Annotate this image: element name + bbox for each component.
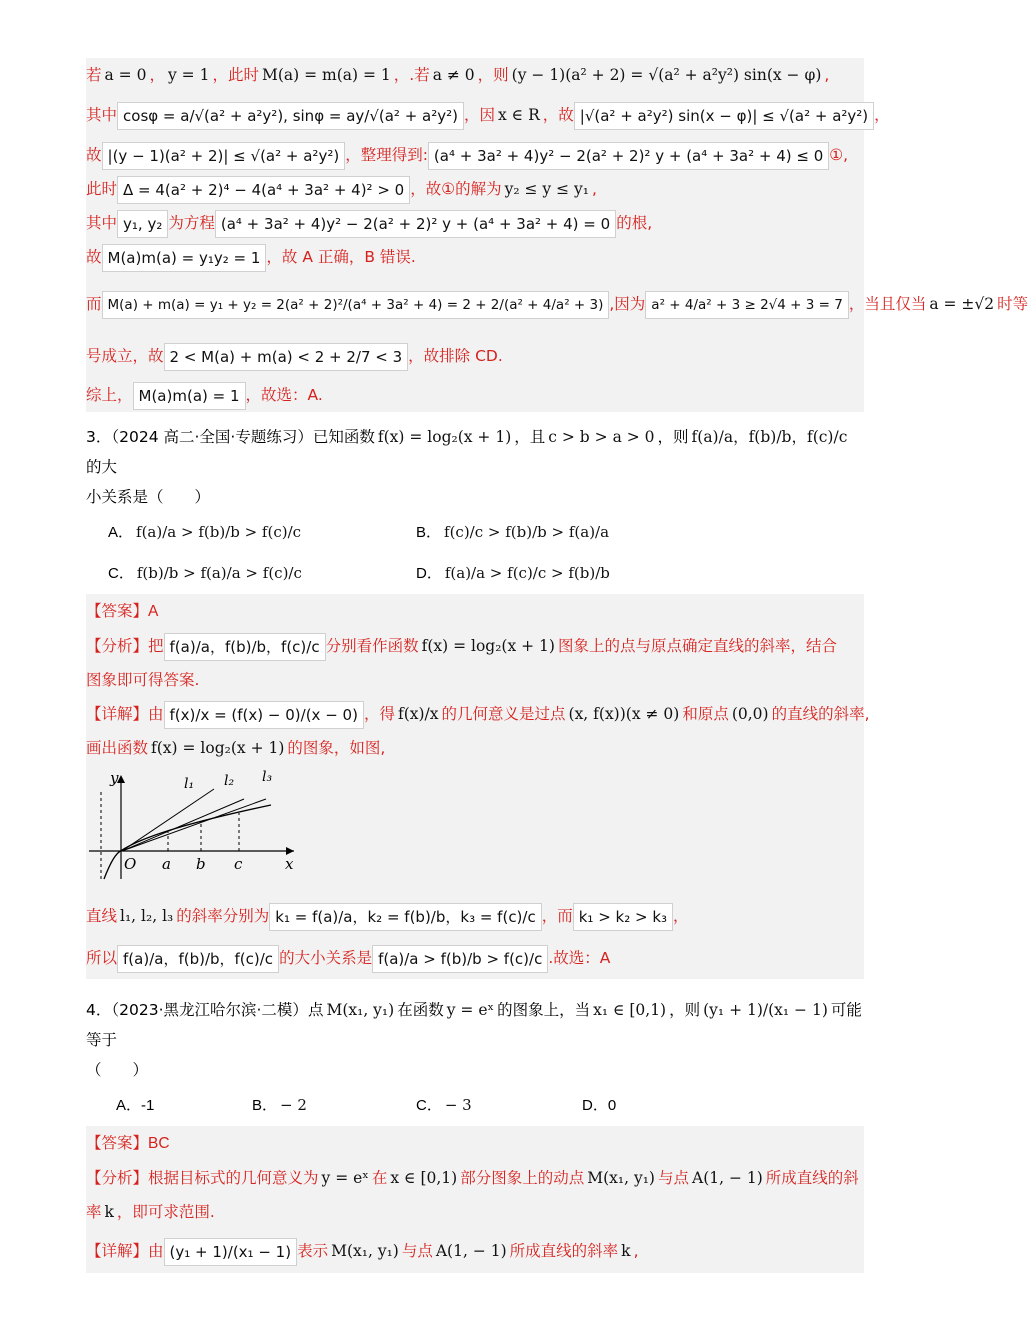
- formula: cosφ = a/√(a² + a²y²), sinφ = ay/√(a² + a²y²): [117, 102, 464, 130]
- l3-label: l₃: [262, 769, 273, 785]
- option-value: − 3: [444, 1096, 472, 1114]
- formula: f(x)/x = (f(x) − 0)/(x − 0): [164, 701, 364, 729]
- detail-line-4: [86, 937, 864, 979]
- text: 的图象上，当: [497, 1001, 591, 1019]
- answer-value: BC: [148, 1135, 170, 1152]
- text: 所以: [86, 949, 118, 967]
- question-number: 3．: [86, 428, 112, 446]
- a-label: a: [162, 855, 171, 873]
- formula: c > b > a > 0: [548, 428, 655, 446]
- text: 其中: [86, 214, 118, 232]
- text: 的几何意义是过点: [441, 705, 566, 723]
- question-4: [86, 995, 864, 1126]
- text: 的大: [86, 458, 118, 476]
- text: ，: [673, 907, 689, 925]
- text: 直线: [86, 907, 118, 925]
- text: 图象上的点与原点确定直线的斜率，结合: [557, 637, 837, 655]
- solution-line-7: [86, 274, 1028, 334]
- text: 画出函数: [86, 739, 149, 757]
- analysis-line-2: 图象即可得答案.: [86, 671, 200, 689]
- text: 率: [86, 1203, 102, 1221]
- answer-value: A: [148, 603, 159, 620]
- text: 的大小关系是: [279, 949, 373, 967]
- text: ,: [824, 66, 830, 84]
- analysis-line-2: [86, 1195, 864, 1229]
- text: 与点: [401, 1242, 433, 1260]
- l1-label: l₁: [184, 776, 195, 792]
- text: ，.若: [393, 66, 430, 84]
- c-label: c: [234, 855, 243, 873]
- log-function-graph: [86, 771, 864, 887]
- text: ，此时: [212, 66, 259, 84]
- text: 而: [86, 295, 102, 313]
- question-number: 4．: [86, 1001, 112, 1019]
- formula: (y₁ + 1)/(x₁ − 1): [164, 1238, 298, 1266]
- solution-line-5: [86, 206, 864, 240]
- formula: x₁ ∈ [0,1): [593, 1001, 667, 1019]
- text: 若: [86, 66, 102, 84]
- option-d[interactable]: [416, 553, 613, 594]
- formula: f(a)/a，f(b)/b，f(c)/c: [117, 945, 279, 973]
- text: ，因: [463, 106, 495, 124]
- formula: k₁ > k₂ > k₃: [573, 903, 673, 931]
- formula: f(a)/a，f(b)/b，f(c)/c: [164, 633, 326, 661]
- formula: a = 0: [104, 66, 147, 84]
- text: ，故①的解为: [410, 180, 502, 198]
- option-label: A．: [108, 524, 134, 541]
- text: 的直线的斜率,: [771, 705, 870, 723]
- origin-label: O: [124, 855, 137, 873]
- line-l1: [122, 789, 214, 851]
- solution-line-3: [86, 138, 864, 172]
- formula: (0,0): [731, 705, 769, 723]
- analysis-tag: 【分析】: [86, 637, 149, 655]
- text: （ ）: [86, 1061, 149, 1079]
- formula: a = ±√2: [929, 295, 995, 313]
- option-label: A．: [116, 1097, 142, 1114]
- text: ，得: [363, 705, 395, 723]
- formula: M(x₁, y₁): [326, 1001, 395, 1019]
- text: 与点: [657, 1169, 689, 1187]
- text: 由: [148, 705, 164, 723]
- question-3: [86, 422, 864, 594]
- question-4-solution: [86, 1126, 864, 1273]
- text: ，: [874, 106, 890, 124]
- formula: M(x₁, y₁): [587, 1169, 655, 1187]
- question-4-stem: [86, 995, 864, 1055]
- formula: f(c)/c > f(b)/b > f(a)/a: [444, 523, 610, 541]
- option-a[interactable]: [116, 1085, 252, 1126]
- x-label: x: [285, 855, 294, 873]
- text: ，而: [541, 907, 573, 925]
- text: .故选：A: [548, 949, 611, 967]
- formula: k₁ = f(a)/a，k₂ = f(b)/b，k₃ = f(c)/c: [269, 903, 541, 931]
- l2-label: l₂: [224, 773, 235, 789]
- text: ①,: [829, 146, 849, 164]
- option-value: 0: [607, 1097, 617, 1114]
- formula: M(x₁, y₁): [331, 1242, 399, 1260]
- option-label: C．: [416, 1097, 442, 1114]
- b-label: b: [196, 855, 206, 873]
- y-label: y: [110, 769, 119, 787]
- formula: M(a)m(a) = y₁y₂ = 1: [102, 244, 267, 272]
- formula: x ∈ [0,1): [390, 1169, 458, 1187]
- answer-tag: 【答案】: [86, 1134, 149, 1152]
- text: ，整理得到:: [345, 146, 428, 164]
- text: 所成直线的斜: [765, 1169, 859, 1187]
- graph-svg: [86, 771, 301, 883]
- text: 故: [86, 146, 102, 164]
- formula: M(a) = m(a) = 1: [261, 66, 391, 84]
- formula: f(x) = log₂(x + 1): [151, 739, 285, 757]
- question-4-options: [86, 1085, 864, 1126]
- option-d[interactable]: [582, 1085, 616, 1126]
- formula: |(y − 1)(a² + 2)| ≤ √(a² + a²y²): [102, 142, 346, 170]
- solution-continuation: [86, 58, 1028, 412]
- text: 的图象，如图,: [287, 739, 386, 757]
- formula: x ∈ R: [498, 106, 540, 124]
- text: ,: [592, 180, 597, 198]
- text: ，则: [477, 66, 509, 84]
- text: 根据目标式的几何意义为: [148, 1169, 319, 1187]
- text: ，即可求范围.: [116, 1203, 215, 1221]
- solution-line-6: [86, 240, 864, 274]
- detail-line-3: [86, 895, 864, 937]
- formula: y₂ ≤ y ≤ y₁: [504, 180, 590, 198]
- formula: k: [621, 1242, 631, 1260]
- option-a[interactable]: [108, 512, 416, 553]
- text: ，当且仅当: [848, 295, 927, 313]
- formula: f(x) = log₂(x + 1): [421, 637, 555, 655]
- text: 其中: [86, 106, 118, 124]
- formula: a² + 4/a² + 3 ≥ 2√4 + 3 = 7: [645, 291, 849, 319]
- formula: f(a)/a，f(b)/b，f(c)/c: [691, 428, 848, 446]
- detail-line-2: [86, 731, 864, 765]
- solution-line-2: [86, 92, 890, 138]
- line-l3: [122, 799, 266, 851]
- text: 把: [148, 637, 164, 655]
- formula: y = 1: [167, 66, 210, 84]
- formula: (y₁ + 1)/(x₁ − 1): [703, 1001, 828, 1019]
- text: ，故: [542, 106, 574, 124]
- text: 由: [148, 1242, 164, 1260]
- solution-line-1: 若 a = 0 ， y = 1 ，此时 M(a) = m(a) = 1 ，.若 a ≠ 0 ，则 (y − 1)(a² + 2) = √(a² + a²y²) sin(x − φ) ,: [86, 66, 830, 84]
- formula: a ≠ 0: [432, 66, 475, 84]
- formula: (a⁴ + 3a² + 4)y² − 2(a² + 2)² y + (a⁴ + 3a² + 4) = 0: [215, 210, 616, 238]
- option-label: D．: [416, 565, 442, 582]
- text: 已知函数: [312, 428, 375, 446]
- detail-line-1: [86, 1229, 864, 1273]
- solution-line-8: [86, 334, 864, 378]
- question-source: （2023·黑龙江哈尔滨·二模）: [111, 1001, 308, 1019]
- text: 在: [371, 1169, 388, 1187]
- formula: f(b)/b > f(a)/a > f(c)/c: [136, 564, 302, 582]
- option-b[interactable]: [252, 1085, 416, 1126]
- question-3-options-row1: [86, 512, 864, 553]
- option-value: -1: [141, 1097, 155, 1114]
- analysis-line-1: [86, 629, 864, 663]
- text: 表示: [297, 1242, 329, 1260]
- formula: M(a)m(a) = 1: [133, 382, 246, 410]
- text: ，则: [657, 428, 689, 446]
- question-source: （2024 高二·全国·专题练习）: [111, 428, 313, 446]
- text: ，且: [514, 428, 546, 446]
- text: ，故排除 CD.: [408, 347, 503, 365]
- text: 时等: [997, 295, 1028, 313]
- formula: (x, f(x))(x ≠ 0): [568, 705, 680, 723]
- option-c[interactable]: [416, 1085, 582, 1126]
- option-label: D．: [582, 1097, 608, 1114]
- formula: (y − 1)(a² + 2) = √(a² + a²y²) sin(x − φ): [511, 66, 822, 84]
- text: ，故选：A.: [245, 386, 323, 404]
- formula: f(x) = log₂(x + 1): [377, 428, 512, 446]
- formula: |√(a² + a²y²) sin(x − φ)| ≤ √(a² + a²y²): [574, 102, 874, 130]
- formula: (a⁴ + 3a² + 4)y² − 2(a² + 2)² y + (a⁴ + 3a² + 4) ≤ 0: [428, 142, 829, 170]
- text: 为方程: [168, 214, 215, 232]
- analysis-line-1: [86, 1161, 864, 1195]
- formula: f(a)/a > f(c)/c > f(b)/b: [444, 564, 610, 582]
- formula: A(1, − 1): [435, 1242, 507, 1260]
- text: 所成直线的斜率: [509, 1242, 619, 1260]
- text: 部分图象上的动点: [460, 1169, 585, 1187]
- option-label: C．: [108, 565, 134, 582]
- detail-line-1: [86, 697, 870, 731]
- question-3-solution: [86, 594, 870, 979]
- analysis-tag: 【分析】: [86, 1169, 149, 1187]
- question-3-options-row2: [86, 553, 864, 594]
- option-b[interactable]: [416, 512, 612, 553]
- detail-tag: 【详解】: [86, 705, 149, 723]
- formula: 2 < M(a) + m(a) < 2 + 2/7 < 3: [164, 343, 409, 371]
- solution-line-4: [86, 172, 864, 206]
- text: ，故 A 正确，B 错误.: [266, 248, 416, 266]
- option-c[interactable]: [108, 553, 416, 594]
- text: 和原点: [682, 705, 729, 723]
- formula: f(a)/a > f(b)/b > f(c)/c: [136, 523, 302, 541]
- answer-tag: 【答案】: [86, 602, 149, 620]
- answer-line: [86, 1126, 864, 1161]
- text: 故: [86, 248, 102, 266]
- text: ，则: [669, 1001, 701, 1019]
- question-3-stem: [86, 422, 864, 482]
- text: ,: [633, 1242, 639, 1260]
- text: 可能等于: [86, 1001, 862, 1049]
- option-label: B．: [252, 1097, 278, 1114]
- text: 分别看作函数: [325, 637, 419, 655]
- text: 点: [307, 1001, 324, 1019]
- formula: M(a) + m(a) = y₁ + y₂ = 2(a² + 2)²/(a⁴ + 3a² + 4) = 2 + 2/(a² + 4/a² + 3): [102, 291, 610, 319]
- text: 综上，: [86, 386, 133, 404]
- formula: y = eˣ: [321, 1169, 369, 1187]
- text: 小关系是（ ）: [86, 488, 211, 506]
- option-label: B．: [416, 524, 442, 541]
- formula: f(a)/a > f(b)/b > f(c)/c: [372, 945, 548, 973]
- option-value: − 2: [280, 1096, 307, 1114]
- text: 的斜率分别为: [176, 907, 270, 925]
- x-axis-arrow: [286, 847, 294, 855]
- page-content: [86, 58, 1028, 1273]
- detail-tag: 【详解】: [86, 1242, 149, 1260]
- formula: f(x)/x: [397, 705, 439, 723]
- line-l2: [122, 799, 244, 851]
- text: 的根,: [616, 214, 653, 232]
- solution-line-9: [86, 378, 864, 412]
- text: ,因为: [609, 295, 646, 313]
- formula: l₁, l₂, l₃: [120, 907, 174, 925]
- text: 号成立，故: [86, 347, 164, 365]
- text: 在函数: [397, 1001, 444, 1019]
- formula: Δ = 4(a² + 2)⁴ − 4(a⁴ + 3a² + 4)² > 0: [117, 176, 410, 204]
- formula: y = eˣ: [446, 1001, 495, 1019]
- answer-line: [86, 594, 864, 629]
- text: 此时: [86, 180, 118, 198]
- formula: A(1, − 1): [692, 1169, 763, 1187]
- formula: y₁, y₂: [117, 210, 168, 238]
- formula: k: [104, 1203, 114, 1221]
